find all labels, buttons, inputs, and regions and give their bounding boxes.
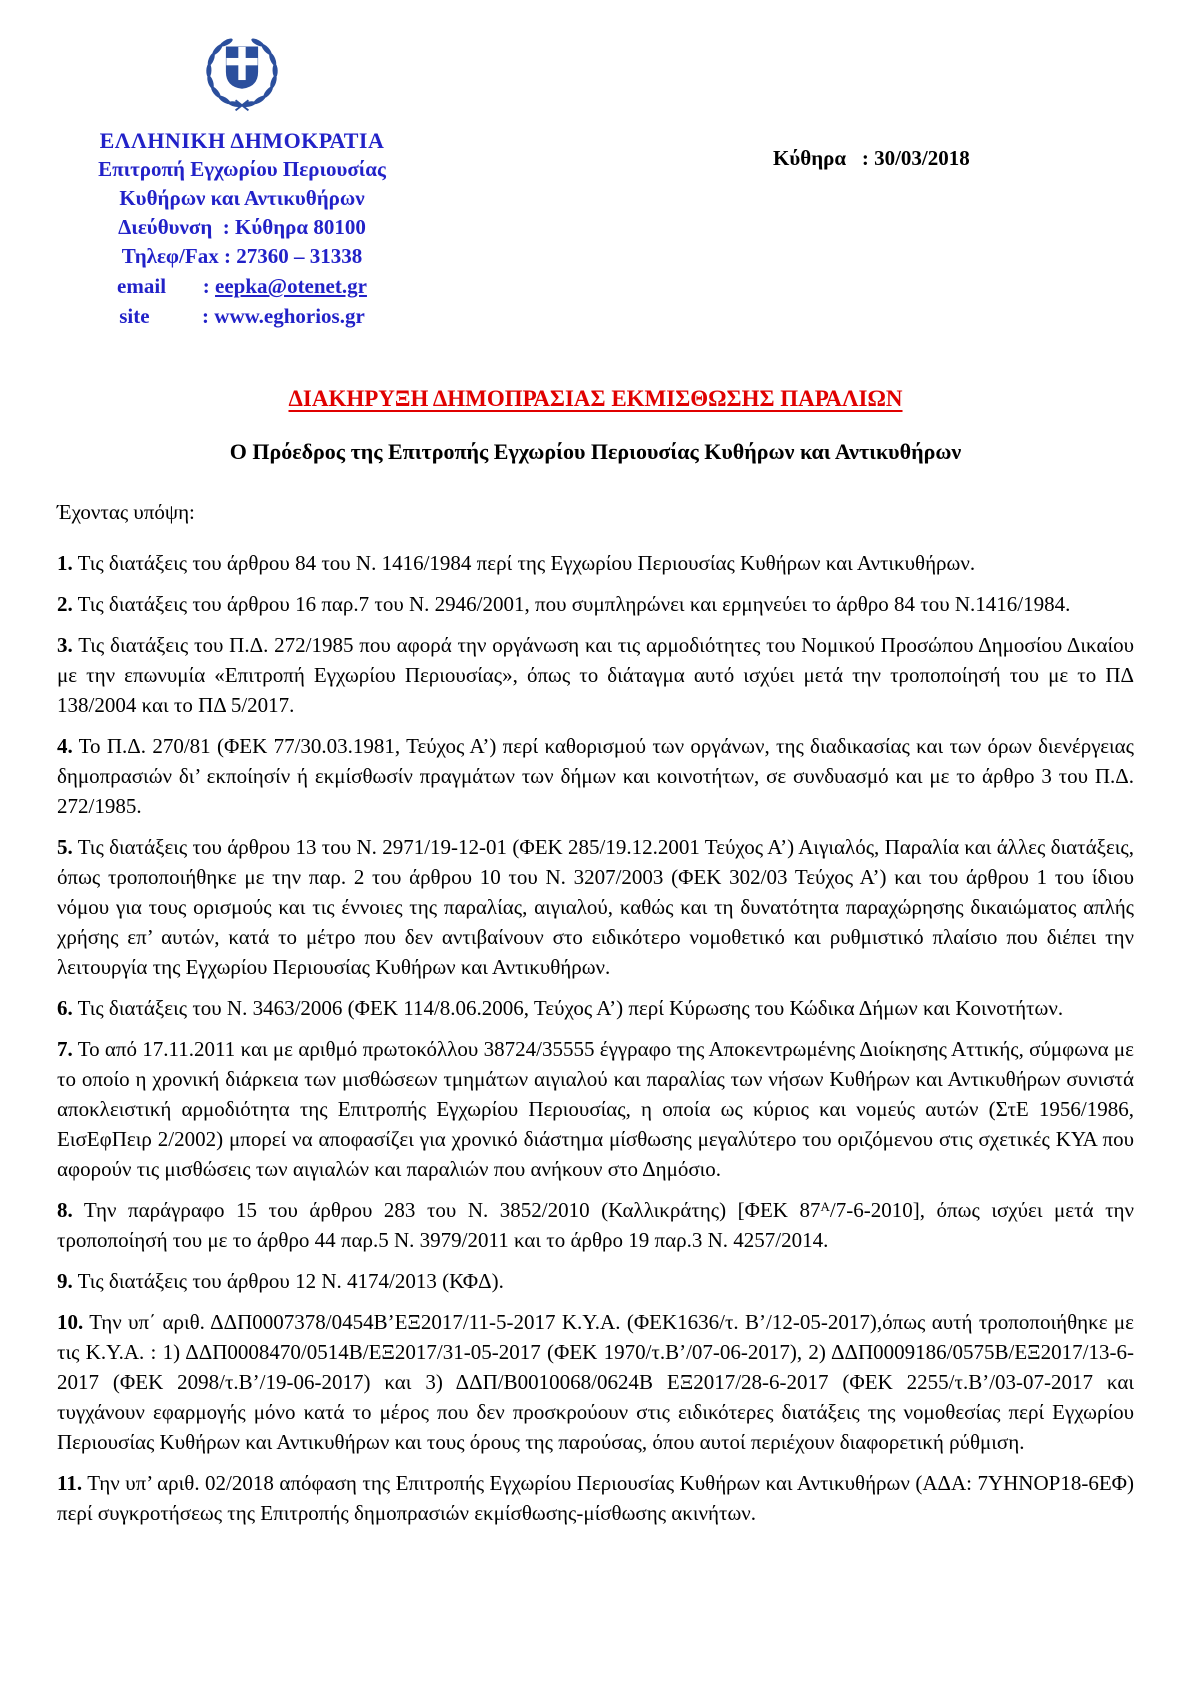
legal-item-7 (57, 1034, 1134, 1184)
item-text: Την υπ΄ αριθ. ΔΔΠ0007378/0454Β’ΕΞ2017/11-5-2017 Κ.Υ.Α. (ΦΕΚ1636/τ. Β’/12-05-2017),όπως αυτή τροποποιήθηκε με τις Κ.Υ.Α. : 1) ΔΔΠ0008470/0514Β/ΕΞ2017/31-05-2017 (ΦΕΚ 1970/τ.Β’/07-06-2017), 2) ΔΔΠ0009186/0575Β/ΕΞ2017/13-6-2017 (ΦΕΚ 2098/τ.Β’/19-06-2017) και 3) ΔΔΠ/Β0010068/0624Β ΕΞ2017/28-6-2017 (ΦΕΚ 2255/τ.Β’/03-07-2017 και τυγχάνουν εφαρμογής μόνο κατά το μέρος που δεν προσκρούουν στις ειδικότερες διατάξεις της νομοθεσίας περί Εγχωρίου Περιουσίας Κυθήρων και Αντικυθήρων και τους όρους της παρούσας, όπου αυτοί περιέχουν διαφορετική ρύθμιση. (57, 1310, 1134, 1454)
email-link[interactable]: eepka@otenet.gr (215, 274, 367, 298)
item-text: Την παράγραφο 15 του άρθρου 283 του Ν. 3852/2010 (Καλλικράτης) [ΦΕΚ 87 (83, 1198, 821, 1222)
item-number: 5. (57, 835, 73, 859)
site-label: site (119, 304, 150, 328)
agency-address: Διεύθυνση : Κύθηρα 80100 (118, 215, 366, 239)
document-subtitle: Ο Πρόεδρος της Επιτροπής Εγχωρίου Περιουσίας Κυθήρων και Αντικυθήρων (229, 439, 962, 464)
item-number: 8. (57, 1198, 73, 1222)
item-text-continued: /7-6-2010], όπως ισχύει μετά την τροποποίησή του με το άρθρο 44 παρ.5 Ν. 3979/2011 και το άρθρο 19 παρ.3 Ν. 4257/2014. (57, 1198, 1134, 1252)
item-number: 10. (57, 1310, 84, 1334)
preamble-lead: Έχοντας υπόψη: (57, 500, 195, 524)
item-number: 1. (57, 551, 73, 575)
greek-coat-of-arms-icon (196, 18, 288, 120)
item-number: 4. (57, 734, 73, 758)
email-label: email (117, 274, 167, 298)
legal-item-5 (57, 832, 1134, 982)
legal-item-11 (57, 1468, 1134, 1528)
item-text: Τις διατάξεις του άρθρου 13 του Ν. 2971/19-12-01 (ΦΕΚ 285/19.12.2001 Τεύχος Α’) Αιγιαλός, Παραλία και άλλες διατάξεις, όπως τροποποιήθηκε με την παρ. 2 του άρθρου 10 του Ν. 3207/2003 (ΦΕΚ 302/03 Τεύχος Α’) και του άρθρου 1 του ίδιου νόμου για τους ορισμούς και τις έννοιες της παραλίας, αιγιαλού, καθώς και τη δυνατότητα παραχώρησης δικαιώματος απλής χρήσης επ’ αυτών, κατά το μέτρο που δεν αντιβαίνουν στο ειδικότερο νομοθετικό και ρυθμιστικό πλαίσιο που διέπει την λειτουργία της Εγχωρίου Περιουσίας Κυθήρων και Αντικυθήρων. (57, 835, 1134, 979)
legal-item-6 (57, 993, 1134, 1023)
site-value: www.eghorios.gr (214, 304, 365, 328)
item-number: 9. (57, 1269, 73, 1293)
item-number: 11. (57, 1471, 83, 1495)
legal-item-10 (57, 1307, 1134, 1457)
fek-issue-superscript: Α (820, 1199, 830, 1215)
agency-region: Κυθήρων και Αντικυθήρων (119, 186, 365, 210)
place-and-date: Κύθηρα : 30/03/2018 (773, 146, 970, 170)
legal-item-8 (57, 1195, 1134, 1255)
item-number: 2. (57, 592, 73, 616)
agency-committee: Επιτροπή Εγχωρίου Περιουσίας (98, 157, 386, 181)
item-text: Τις διατάξεις του Π.Δ. 272/1985 που αφορά την οργάνωση και τις αρμοδιότητες του Νομικού Προσώπου Δημοσίου Δικαίου με την επωνυμία «Επιτροπή Εγχωρίου Περιουσίας», όπως το διάταγμα αυτό ισχύει μετά την τροποποίησή του με το ΠΔ 138/2004 και το ΠΔ 5/2017. (57, 633, 1134, 717)
item-text: Τις διατάξεις του άρθρου 12 Ν. 4174/2013 (ΚΦΔ). (77, 1269, 504, 1293)
legal-item-4 (57, 731, 1134, 821)
letterhead (57, 18, 1134, 334)
agency-block (57, 18, 427, 331)
legal-item-1 (57, 548, 1134, 578)
legal-item-2 (57, 589, 1134, 619)
item-text: Την υπ’ αριθ. 02/2018 απόφαση της Επιτροπής Εγχωρίου Περιουσίας Κυθήρων και Αντικυθήρων (ΑΔΑ: 7ΥΗΝΟΡ18-6ΕΦ) περί συγκροτήσεως της Επιτροπής δημοπρασιών εκμίσθωσης-μίσθωσης ακινήτων. (57, 1471, 1134, 1525)
agency-name: ΕΛΛΗΝΙΚΗ ΔΗΜΟΚΡΑΤΙΑ (99, 128, 385, 153)
item-number: 3. (57, 633, 73, 657)
item-text: Τις διατάξεις του άρθρου 84 του Ν. 1416/1984 περί της Εγχωρίου Περιουσίας Κυθήρων και Αντικυθήρων. (77, 551, 976, 575)
item-text: Το Π.Δ. 270/81 (ΦΕΚ 77/30.03.1981, Τεύχος Α’) περί καθορισμού των οργάνων, της διαδικασίας και των όρων διενέργειας δημοπρασιών δι’ εκποίησίν ή εκμίσθωσίν πραγμάτων των δήμων και κοινοτήτων, σε συνδυασμό και με το άρθρο 3 του Π.Δ. 272/1985. (57, 734, 1134, 818)
item-text: Τις διατάξεις του άρθρου 16 παρ.7 του Ν. 2946/2001, που συμπληρώνει και ερμηνεύει το άρθρο 84 του Ν.1416/1984. (77, 592, 1071, 616)
agency-site-line (57, 301, 427, 331)
legal-item-3 (57, 630, 1134, 720)
item-text: Τις διατάξεις του Ν. 3463/2006 (ΦΕΚ 114/8.06.2006, Τεύχος Α’) περί Κύρωσης του Κώδικα Δήμων και Κοινοτήτων. (77, 996, 1064, 1020)
item-text: Το από 17.11.2011 και με αριθμό πρωτοκόλλου 38724/35555 έγγραφο της Αποκεντρωμένης Διοίκησης Αττικής, σύμφωνα με το οποίο η χρονική διάρκεια των μισθώσεων τμημάτων αιγιαλού και παραλίας των νήσων Κυθήρων και Αντικυθήρων συνιστά αποκλειστική αρμοδιότητα της Επιτροπής Εγχωρίου Περιουσίας, η οποία ως κύριος και νομεύς αυτών (ΣτΕ 1956/1986, ΕισΕφΠειρ 2/2002) μπορεί να αποφασίζει για χρονικό διάστημα μίσθωσης μεγαλύτερο του οριζόμενου στις σχετικές ΚΥΑ που αφορούν τις μισθώσεις των αιγιαλών και παραλιών που ανήκουν στο Δημόσιο. (57, 1037, 1134, 1181)
item-number: 6. (57, 996, 73, 1020)
item-number: 7. (57, 1037, 73, 1061)
agency-email-line (57, 271, 427, 301)
legal-item-9 (57, 1266, 1134, 1296)
site-separator: : (149, 304, 215, 328)
agency-phone-fax: Τηλεφ/Fax : 27360 – 31338 (121, 244, 363, 268)
document-title: ΔΙΑΚΗΡΥΞΗ ΔΗΜΟΠΡΑΣΙΑΣ ΕΚΜΙΣΘΩΣΗΣ ΠΑΡΑΛΙΩΝ (288, 386, 903, 411)
email-separator: : (166, 274, 216, 298)
